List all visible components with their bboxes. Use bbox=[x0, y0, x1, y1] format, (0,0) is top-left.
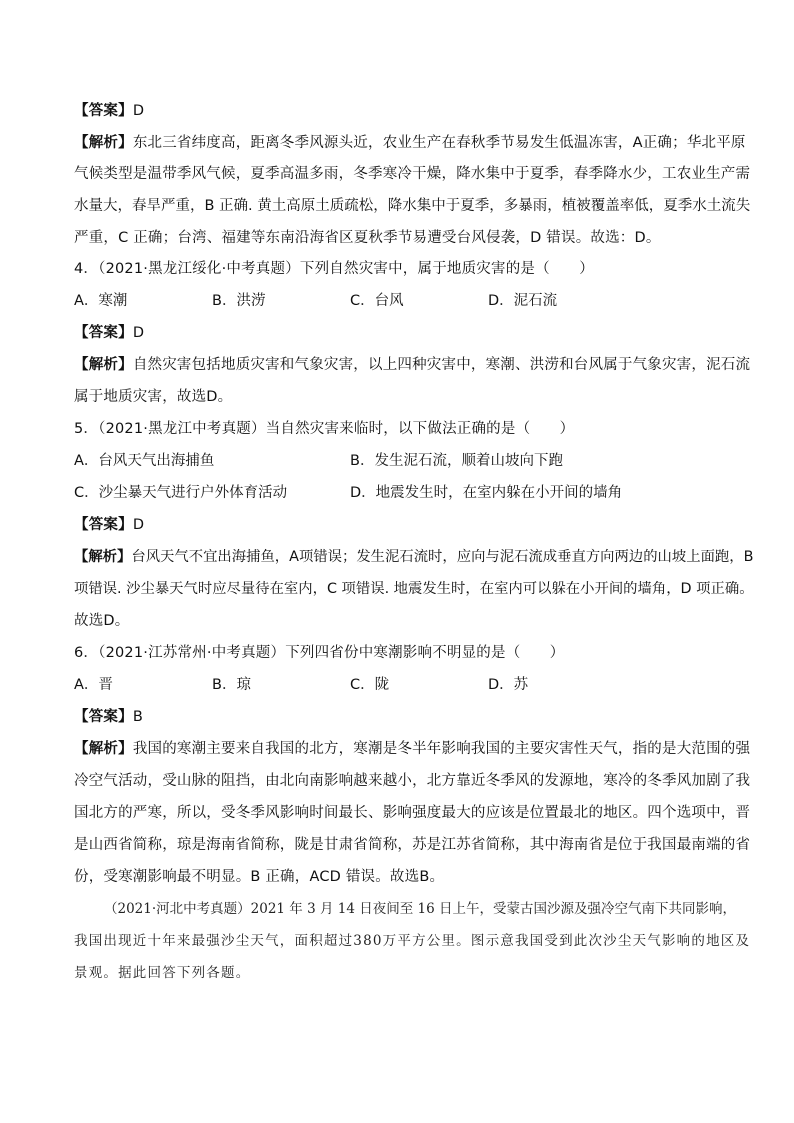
q3-answer: 【答案】D bbox=[74, 103, 145, 119]
passage-intro-line: 我国出现近十年来最强沙尘天气，面积超过380万平方公里。图示意我国受到此次沙尘天气影响的地区及 bbox=[74, 933, 751, 949]
q4-answer: 【答案】D bbox=[74, 325, 145, 341]
q5-option-a: A．台风天气出海捕鱼 bbox=[74, 453, 215, 469]
q4-option-d: D．泥石流 bbox=[488, 293, 558, 309]
q5-analysis-line: 故选D。 bbox=[74, 613, 130, 629]
q6-option-a: A．晋 bbox=[74, 677, 113, 693]
q5-stem: 5．（2021·黑龙江中考真题）当自然灾害来临时，以下做法正确的是（ ） bbox=[74, 421, 575, 437]
q6-analysis-line: 冷空气活动，受山脉的阻挡，由北向南影响越来越小，北方靠近冬季风的发源地，寒冷的冬季风加剧了我 bbox=[74, 773, 751, 789]
q4-analysis-line: 【解析】自然灾害包括地质灾害和气象灾害，以上四种灾害中，寒潮、洪涝和台风属于气象灾害，泥石流 bbox=[74, 357, 751, 373]
q5-option-c: C．沙尘暴天气进行户外体育活动 bbox=[74, 485, 288, 501]
q4-option-b: B．洪涝 bbox=[212, 293, 266, 309]
q3-analysis-line: 【解析】东北三省纬度高，距离冬季风源头近，农业生产在春秋季节易发生低温冻害，A正确；华北平原 bbox=[74, 135, 746, 151]
q5-answer: 【答案】D bbox=[74, 517, 145, 533]
q3-analysis-line: 气候类型是温带季风气候，夏季高温多雨，冬季寒冷干燥，降水集中于夏季，春季降水少，工农业生产需 bbox=[74, 166, 751, 182]
q6-analysis-line: 国北方的严寒，所以，受冬季风影响时间最长、影响强度最大的应该是位置最北的地区。四个选项中，晋 bbox=[74, 805, 751, 821]
q6-answer: 【答案】B bbox=[74, 709, 143, 725]
q3-analysis-line: 水量大，春旱严重，B 正确. 黄土高原土质疏松，降水集中于夏季，多暴雨，植被覆盖率低，夏季水土流失 bbox=[74, 198, 751, 214]
q6-stem: 6．（2021·江苏常州·中考真题）下列四省份中寒潮影响不明显的是（ ） bbox=[74, 645, 565, 661]
q4-option-c: C．台风 bbox=[350, 293, 404, 309]
q6-analysis-line: 【解析】我国的寒潮主要来自我国的北方，寒潮是冬半年影响我国的主要灾害性天气，指的是大范围的强 bbox=[74, 741, 751, 757]
q5-option-b: B．发生泥石流，顺着山坡向下跑 bbox=[350, 453, 563, 469]
q5-analysis-line: 项错误. 沙尘暴天气时应尽量待在室内，C 项错误. 地震发生时，在室内可以躲在小开间的墙角，D 项正确。 bbox=[74, 581, 754, 597]
q6-option-b: B．琼 bbox=[212, 677, 251, 693]
q6-option-c: C．陇 bbox=[350, 677, 390, 693]
q6-option-d: D．苏 bbox=[488, 677, 529, 693]
passage-intro-line: （2021·河北中考真题）2021 年 3 月 14 日夜间至 16 日上午，受蒙古国沙源及强冷空气南下共同影响， bbox=[104, 901, 736, 917]
q6-analysis-line: 份，受寒潮影响最不明显。B 正确，ACD 错误。故选B。 bbox=[74, 869, 445, 885]
q4-analysis-line: 属于地质灾害，故选D。 bbox=[74, 389, 233, 405]
q4-option-a: A．寒潮 bbox=[74, 293, 128, 309]
q3-analysis-line: 严重，C 正确；台湾、福建等东南沿海省区夏秋季节易遭受台风侵袭，D 错误。故选：D。 bbox=[74, 230, 661, 246]
q6-analysis-line: 是山西省简称，琼是海南省简称，陇是甘肃省简称，苏是江苏省简称，其中海南省是位于我国最南端的省 bbox=[74, 837, 751, 853]
q5-option-d: D．地震发生时，在室内躲在小开间的墙角 bbox=[350, 485, 623, 501]
q5-analysis-line: 【解析】台风天气不宜出海捕鱼，A项错误；发生泥石流时，应向与泥石流成垂直方向两边的山坡上面跑，B bbox=[74, 549, 754, 565]
passage-intro-line: 景观。据此回答下列各题。 bbox=[74, 965, 251, 981]
q4-stem: 4．（2021·黑龙江绥化·中考真题）下列自然灾害中，属于地质灾害的是（ ） bbox=[74, 261, 594, 277]
